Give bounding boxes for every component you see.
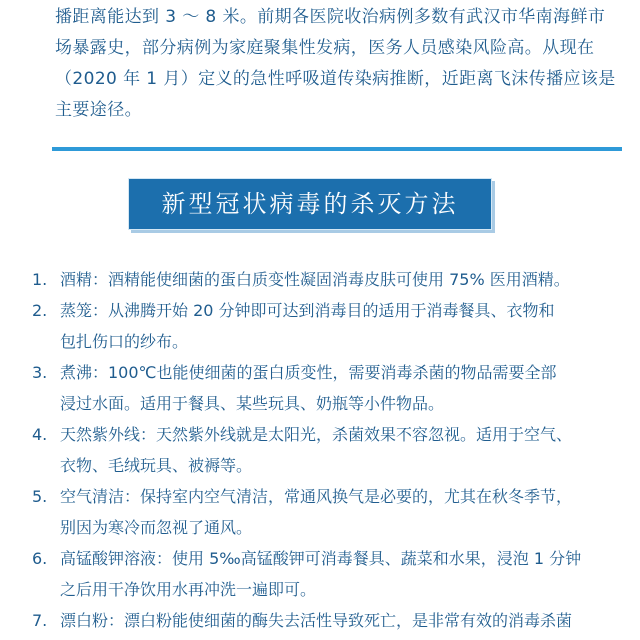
intro-paragraph [55,2,625,126]
method-number: 6. [32,549,48,568]
intro-line: 场暴露史，部分病例为家庭聚集性发病，医务人员感染风险高。从现在 [55,38,595,58]
method-number: 2. [32,301,48,320]
section-title: 新型冠状病毒的杀灭方法 [128,178,492,230]
method-number: 5. [32,487,48,506]
method-text: 漂白粉：漂白粉能使细菌的酶失去活性导致死亡，是非常有效的消毒杀菌 [60,611,573,630]
method-text: 之后用干净饮用水再冲洗一遍即可。 [60,580,317,599]
method-item [32,264,632,295]
method-text: 高锰酸钾溶液：使用 5‰高锰酸钾可消毒餐具、蔬菜和水果，浸泡 1 分钟 [60,549,582,568]
method-text: 浸过水面。适用于餐具、某些玩具、奶瓶等小件物品。 [60,394,445,413]
method-text: 空气清洁：保持室内空气清洁，常通风换气是必要的，尤其在秋冬季节， [60,487,573,506]
section-divider [52,147,622,151]
intro-line: 播距离能达到 3 ～ 8 米。前期各医院收治病例多数有武汉市华南海鲜市 [55,7,606,27]
method-number: 4. [32,425,48,444]
intro-line: （2020 年 1 月）定义的急性呼吸道传染病推断，近距离飞沫传播应该是 [55,69,616,89]
method-item [32,605,632,636]
method-text: 包扎伤口的纱布。 [60,332,189,351]
method-text: 天然紫外线：天然紫外线就是太阳光，杀菌效果不容忽视。适用于空气、 [60,425,573,444]
method-item [32,357,632,419]
method-item [32,419,632,481]
method-text: 煮沸：100℃也能使细菌的蛋白质变性，需要消毒杀菌的物品需要全部 [60,363,557,382]
method-text: 酒精：酒精能使细菌的蛋白质变性凝固消毒皮肤可使用 75% 医用酒精。 [60,270,570,289]
method-item [32,543,632,605]
method-number: 3. [32,363,48,382]
method-item [32,295,632,357]
method-text: 别因为寒冷而忽视了通风。 [60,518,253,537]
method-item [32,481,632,543]
methods-list [32,264,632,636]
method-number: 1. [32,270,48,289]
method-text: 衣物、毛绒玩具、被褥等。 [60,456,253,475]
method-number: 7. [32,611,48,630]
method-text: 蒸笼：从沸腾开始 20 分钟即可达到消毒目的适用于消毒餐具、衣物和 [60,301,555,320]
intro-line: 主要途径。 [55,100,142,120]
